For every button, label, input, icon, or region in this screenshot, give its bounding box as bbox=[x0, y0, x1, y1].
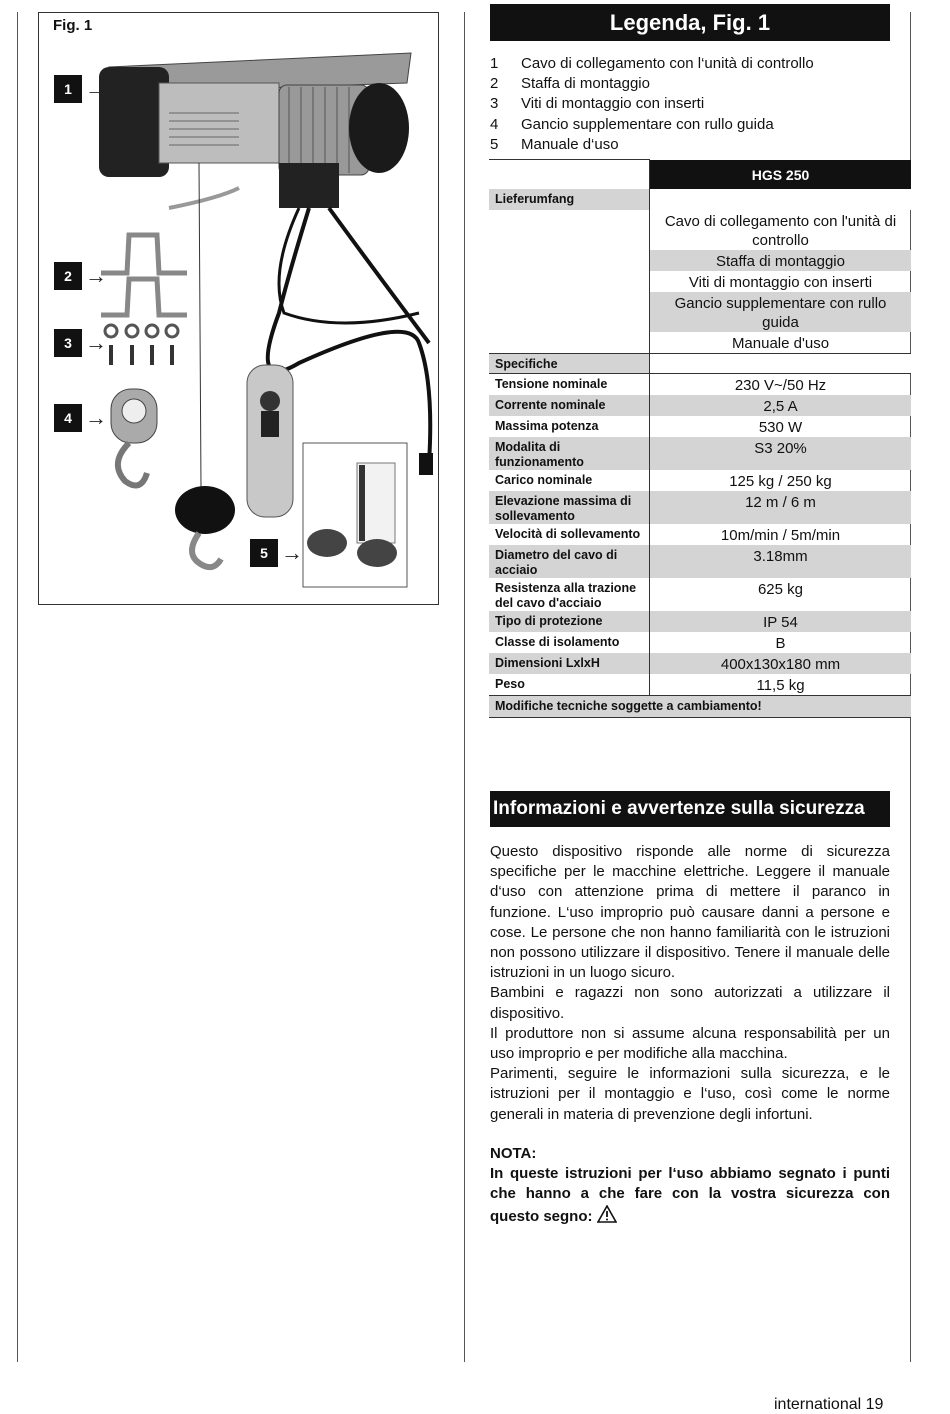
legend-title: Legenda, Fig. 1 bbox=[490, 4, 890, 41]
note-block bbox=[490, 1144, 890, 1227]
table-row: Velocità di sollevamento 10m/min / 5m/min bbox=[489, 524, 911, 545]
table-row: Diametro del cavo di acciaio 3.18mm bbox=[489, 545, 911, 578]
callout-4: 4 bbox=[54, 404, 82, 432]
table-row: Gancio supplementare con rullo guida bbox=[489, 292, 911, 332]
arrow-right-icon: → bbox=[85, 405, 107, 430]
table-row: Manuale d'uso bbox=[489, 332, 911, 354]
table-row: Lieferumfang bbox=[489, 189, 911, 210]
table-footnote: Modifiche tecniche soggette a cambiamento! bbox=[489, 696, 911, 718]
spec-table bbox=[489, 159, 911, 718]
table-row: Resistenza alla trazione del cavo d'acciaio 625 kg bbox=[489, 578, 911, 611]
safety-body bbox=[490, 842, 890, 1125]
paragraph: Il produttore non si assume alcuna responsabilità per un uso improprio e per modifiche alla macchina. bbox=[490, 1024, 890, 1063]
paragraph: Parimenti, seguire le informazioni sulla sicurezza, e le istruzioni per il montaggio e l‘uso, così come le norme generali in materia di prevenzione degli infortuni. bbox=[490, 1065, 890, 1123]
callout-2: 2 bbox=[54, 262, 82, 290]
table-header-row bbox=[489, 160, 911, 190]
mounting-bracket-icon bbox=[101, 235, 187, 315]
table-row: Massima potenza 530 W bbox=[489, 416, 911, 437]
table-row: Cavo di collegamento con l'unità di controllo bbox=[489, 210, 911, 250]
pulley-hook-icon bbox=[111, 389, 157, 486]
safety-title: Informazioni e avvertenze sulla sicurezza bbox=[490, 791, 890, 827]
model-name: HGS 250 bbox=[650, 160, 912, 190]
paragraph: Bambini e ragazzi non sono autorizzati a utilizzare il dispositivo. bbox=[490, 984, 890, 1022]
table-row: Dimensioni LxlxH 400x130x180 mm bbox=[489, 653, 911, 674]
manual-booklet-icon bbox=[303, 443, 407, 587]
paragraph: Questo dispositivo risponde alle norme di sicurezza specifiche per le macchine elettriche. Leggere il manuale d‘uso con attenzione prima di mettere il paranco in funzione. L‘uso improprio può causare danni a persone e cose. Le persone che non hanno familiarità con le istruzioni non possono utilizzare il dispositivo. Tenere il manuale delle istruzioni in un luogo sicuro. bbox=[490, 843, 890, 982]
note-title: NOTA: bbox=[490, 1145, 537, 1162]
table-row: Classe di isolamento B bbox=[489, 632, 911, 653]
electric-hoist-icon bbox=[99, 53, 411, 208]
table-row: Peso 11,5 kg bbox=[489, 674, 911, 696]
table-row: Elevazione massima di sollevamento 12 m / 6 m bbox=[489, 491, 911, 524]
warning-triangle-icon bbox=[597, 1205, 617, 1223]
hoist-illustration bbox=[39, 13, 438, 604]
note-text: In queste istruzioni per l‘uso abbiamo segnato i punti che hanno a che fare con la vostra sicurezza con questo segno: bbox=[490, 1165, 890, 1225]
arrow-right-icon: → bbox=[281, 540, 303, 565]
table-row: Tipo di protezione IP 54 bbox=[489, 611, 911, 632]
callout-1: 1 bbox=[54, 75, 82, 103]
table-row: Corrente nominale 2,5 A bbox=[489, 395, 911, 416]
left-margin-rule bbox=[17, 12, 18, 1362]
table-row: Tensione nominale 230 V~/50 Hz bbox=[489, 374, 911, 396]
table-row: Viti di montaggio con inserti bbox=[489, 271, 911, 292]
page-footer: international 19 bbox=[774, 1396, 884, 1413]
arrow-right-icon: → bbox=[85, 76, 107, 101]
callout-3: 3 bbox=[54, 329, 82, 357]
table-footnote-row bbox=[489, 696, 911, 718]
legend-item: 4 Gancio supplementare con rullo guida bbox=[490, 115, 774, 133]
screws-icon bbox=[105, 325, 178, 365]
figure-label: Fig. 1 bbox=[53, 17, 93, 34]
table-row: Carico nominale 125 kg / 250 kg bbox=[489, 470, 911, 491]
table-row: Modalita di funzionamento S3 20% bbox=[489, 437, 911, 470]
arrow-right-icon: → bbox=[85, 330, 107, 355]
legend-item: 3 Viti di montaggio con inserti bbox=[490, 95, 705, 113]
center-column-rule bbox=[464, 12, 465, 1362]
callout-5: 5 bbox=[250, 539, 278, 567]
legend-item: 5 Manuale d‘uso bbox=[490, 135, 619, 153]
legend-list bbox=[490, 54, 814, 155]
table-row: Specifiche bbox=[489, 354, 911, 374]
legend-item: 2 Staffa di montaggio bbox=[490, 75, 650, 93]
arrow-right-icon: → bbox=[85, 263, 107, 288]
legend-item: 1 Cavo di collegamento con l‘unità di controllo bbox=[490, 55, 814, 72]
figure-panel bbox=[38, 12, 439, 605]
table-row: Staffa di montaggio bbox=[489, 250, 911, 271]
